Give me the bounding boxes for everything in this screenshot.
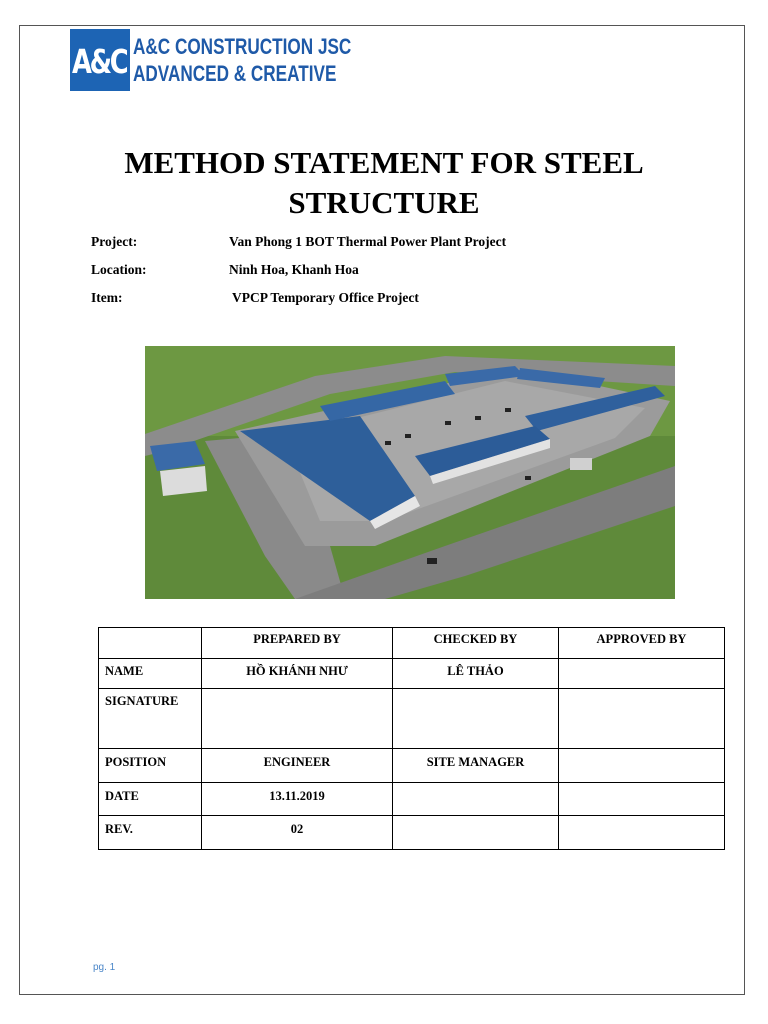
row-label-rev: REV. bbox=[99, 816, 202, 850]
location-value: Ninh Hoa, Khanh Hoa bbox=[229, 262, 359, 277]
row-label-date: DATE bbox=[99, 783, 202, 816]
logo-mark bbox=[70, 29, 130, 91]
logo-company-name: A&C CONSTRUCTION JSC bbox=[133, 34, 352, 59]
site-rendering-image bbox=[145, 346, 675, 599]
company-logo bbox=[70, 29, 413, 91]
item-label: Item: bbox=[91, 290, 123, 305]
table-header-row bbox=[99, 628, 725, 659]
logo-wordmark bbox=[133, 29, 413, 91]
item-row bbox=[91, 290, 691, 318]
prepared-name: HỒ KHÁNH NHƯ bbox=[202, 659, 393, 689]
checked-rev bbox=[393, 816, 559, 850]
project-value: Van Phong 1 BOT Thermal Power Plant Project bbox=[229, 234, 507, 249]
logo-mark-text: A&C bbox=[72, 42, 127, 81]
title-line-2: STRUCTURE bbox=[288, 185, 480, 220]
location-label: Location: bbox=[91, 262, 147, 277]
table-row bbox=[99, 659, 725, 689]
prepared-signature bbox=[202, 689, 393, 749]
checked-date bbox=[393, 783, 559, 816]
table-row bbox=[99, 689, 725, 749]
table-row bbox=[99, 749, 725, 783]
table-header-cell bbox=[99, 628, 202, 659]
table-row bbox=[99, 816, 725, 850]
logo-tagline: ADVANCED & CREATIVE bbox=[133, 61, 337, 86]
approved-signature bbox=[559, 689, 725, 749]
approved-position bbox=[559, 749, 725, 783]
item-value: VPCP Temporary Office Project bbox=[232, 290, 419, 305]
page-number: pg. 1 bbox=[93, 962, 116, 973]
table-row bbox=[99, 783, 725, 816]
site-rendering-svg bbox=[145, 346, 675, 599]
project-info bbox=[91, 234, 691, 318]
header-approved-by: APPROVED BY bbox=[559, 628, 725, 659]
title-line-1: METHOD STATEMENT FOR STEEL bbox=[124, 145, 644, 180]
prepared-rev: 02 bbox=[202, 816, 393, 850]
document-title bbox=[60, 143, 708, 223]
header-prepared-by: PREPARED BY bbox=[202, 628, 393, 659]
row-label-signature: SIGNATURE bbox=[99, 689, 202, 749]
project-row bbox=[91, 234, 691, 262]
checked-name: LÊ THẢO bbox=[393, 659, 559, 689]
row-label-name: NAME bbox=[99, 659, 202, 689]
row-label-position: POSITION bbox=[99, 749, 202, 783]
approved-name bbox=[559, 659, 725, 689]
prepared-position: ENGINEER bbox=[202, 749, 393, 783]
project-label: Project: bbox=[91, 234, 138, 249]
approved-rev bbox=[559, 816, 725, 850]
checked-position: SITE MANAGER bbox=[393, 749, 559, 783]
prepared-date: 13.11.2019 bbox=[202, 783, 393, 816]
approved-date bbox=[559, 783, 725, 816]
checked-signature bbox=[393, 689, 559, 749]
approval-table bbox=[98, 627, 725, 850]
location-row bbox=[91, 262, 691, 290]
header-checked-by: CHECKED BY bbox=[393, 628, 559, 659]
